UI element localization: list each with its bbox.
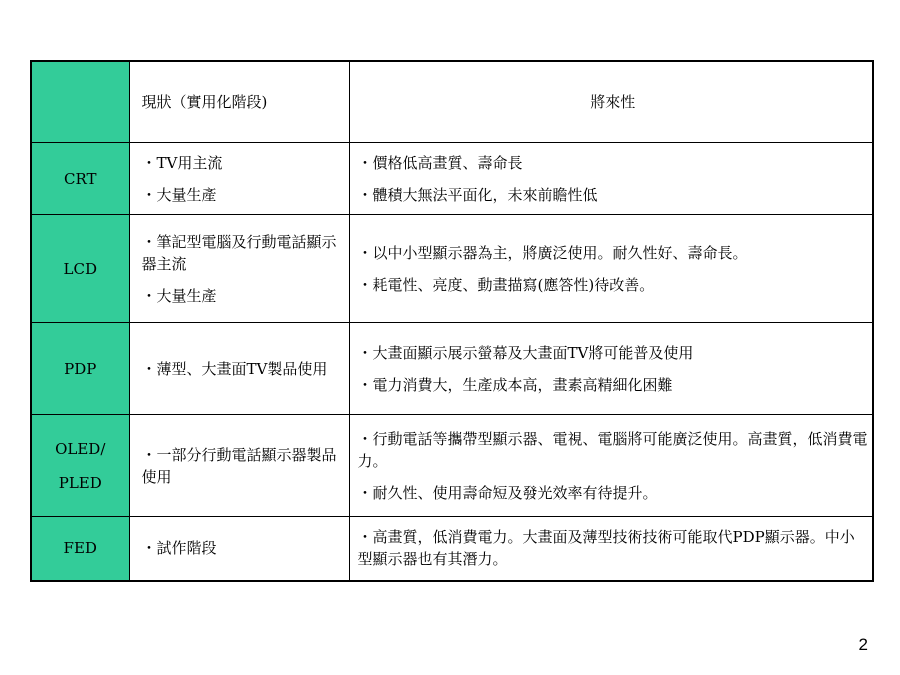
status-cell (129, 517, 349, 581)
header-corner-cell (31, 61, 129, 143)
table-row-lcd (31, 215, 873, 323)
status-item: ・試作階段 (141, 539, 217, 558)
row-name-text: LCD (63, 259, 97, 278)
table-row-fed (31, 517, 873, 581)
row-name-text: PDP (64, 359, 97, 378)
status-cell (129, 143, 349, 215)
table-row-oled-pled (31, 415, 873, 517)
row-name-text: CRT (63, 169, 97, 188)
table-row-crt (31, 143, 873, 215)
future-item: ・耗電性、亮度、動畫描寫(應答性)待改善。 (357, 275, 655, 294)
future-item: ・電力消費大，生產成本高，畫素高精細化困難 (357, 375, 673, 394)
status-item: ・筆記型電腦及行動電話顯示器主流 (141, 232, 337, 273)
future-item: ・耐久性、使用壽命短及發光效率有待提升。 (357, 483, 658, 502)
status-cell (129, 215, 349, 323)
future-item: ・高畫質，低消費電力。大畫面及薄型技術技術可能取代PDP顯示器。中小型顯示器也有其潛力。 (357, 528, 855, 569)
status-item: ・大量生產 (141, 185, 217, 204)
header-row (31, 61, 873, 143)
status-item: ・一部分行動電話顯示器製品使用 (141, 445, 337, 486)
future-cell (349, 143, 873, 215)
row-name (31, 143, 129, 215)
status-item: ・大量生產 (141, 286, 217, 305)
row-name-text: PLED (58, 473, 102, 492)
future-cell (349, 415, 873, 517)
header-future: 將來性 (349, 61, 873, 143)
future-cell (349, 215, 873, 323)
row-name-text: FED (63, 539, 97, 558)
row-name (31, 517, 129, 581)
future-item: ・以中小型顯示器為主，將廣泛使用。耐久性好、壽命長。 (357, 243, 748, 262)
future-item: ・價格低高畫質、壽命長 (357, 153, 523, 172)
header-current-status: 現狀（實用化階段) (129, 61, 349, 143)
future-item: ・行動電話等攜帶型顯示器、電視、電腦將可能廣泛使用。高畫質，低消費電力。 (357, 429, 868, 470)
page-number: 2 (858, 635, 868, 654)
status-cell (129, 415, 349, 517)
future-item: ・體積大無法平面化，未來前瞻性低 (357, 185, 598, 204)
row-name-text: OLED/ (55, 439, 106, 458)
status-item: ・薄型、大畫面TV製品使用 (141, 359, 328, 378)
status-item: ・TV用主流 (141, 153, 223, 172)
future-cell (349, 517, 873, 581)
row-name (31, 323, 129, 415)
status-cell (129, 323, 349, 415)
future-item: ・大畫面顯示展示螢幕及大畫面TV將可能普及使用 (357, 343, 694, 362)
table-row-pdp (31, 323, 873, 415)
row-name (31, 215, 129, 323)
comparison-table (30, 60, 874, 582)
row-name (31, 415, 129, 517)
future-cell (349, 323, 873, 415)
